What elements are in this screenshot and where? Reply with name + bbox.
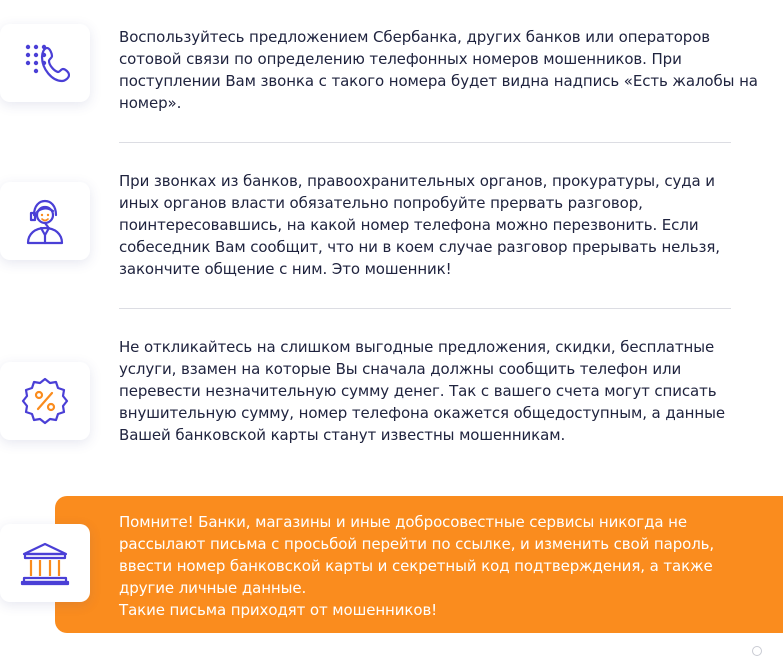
divider: [119, 142, 731, 143]
tip-text-1: Воспользуйтесь предложением Сбербанка, других банков или операторов сотовой связи по определению телефонных номеров мошенников. При поступлении Вам звонка с такого номера будет видна надпись «Есть жалобы на номер».: [119, 28, 758, 112]
bank-building-icon: [20, 540, 70, 586]
icon-card-bank: [0, 524, 90, 602]
discount-badge-icon: [19, 375, 71, 427]
phone-keypad-icon: [20, 38, 70, 88]
divider: [119, 308, 731, 309]
support-agent-icon: [20, 195, 70, 247]
tip-text-3: Не откликайтесь на слишком выгодные предложения, скидки, бесплатные услуги, взамен на которые Вы сначала должны сообщить телефон или перевести незначительную сумму денег. Так с вашего счета могут списать внушительную сумму, номер телефона окажется общедоступным, а данные Вашей банковской карты станут известны мошенникам.: [119, 338, 725, 444]
warning-text: [119, 511, 769, 621]
warning-text-main: Помните! Банки, магазины и иные добросовестные сервисы никогда не рассылают письма с просьбой перейти по ссылке, и изменить свой пароль, ввести номер банковской карты и секретный код подтверждения, а также другие личные данные.: [119, 513, 715, 597]
warning-text-conclusion: Такие письма приходят от мошенников!: [119, 601, 438, 619]
tip-text-2: При звонках из банков, правоохранительных органов, прокуратуры, суда и иных органов власти обязательно попробуйте прервать разговор, поинтересовавшись, на какой номер телефона можно перезвонить. Если собеседник Вам сообщит, что ни в коем случае разговор прерывать нельзя, закончите общение с ним. Это мошенник!: [119, 172, 720, 278]
icon-card-phone: [0, 24, 90, 102]
icon-card-discount: [0, 362, 90, 440]
icon-card-agent: [0, 182, 90, 260]
